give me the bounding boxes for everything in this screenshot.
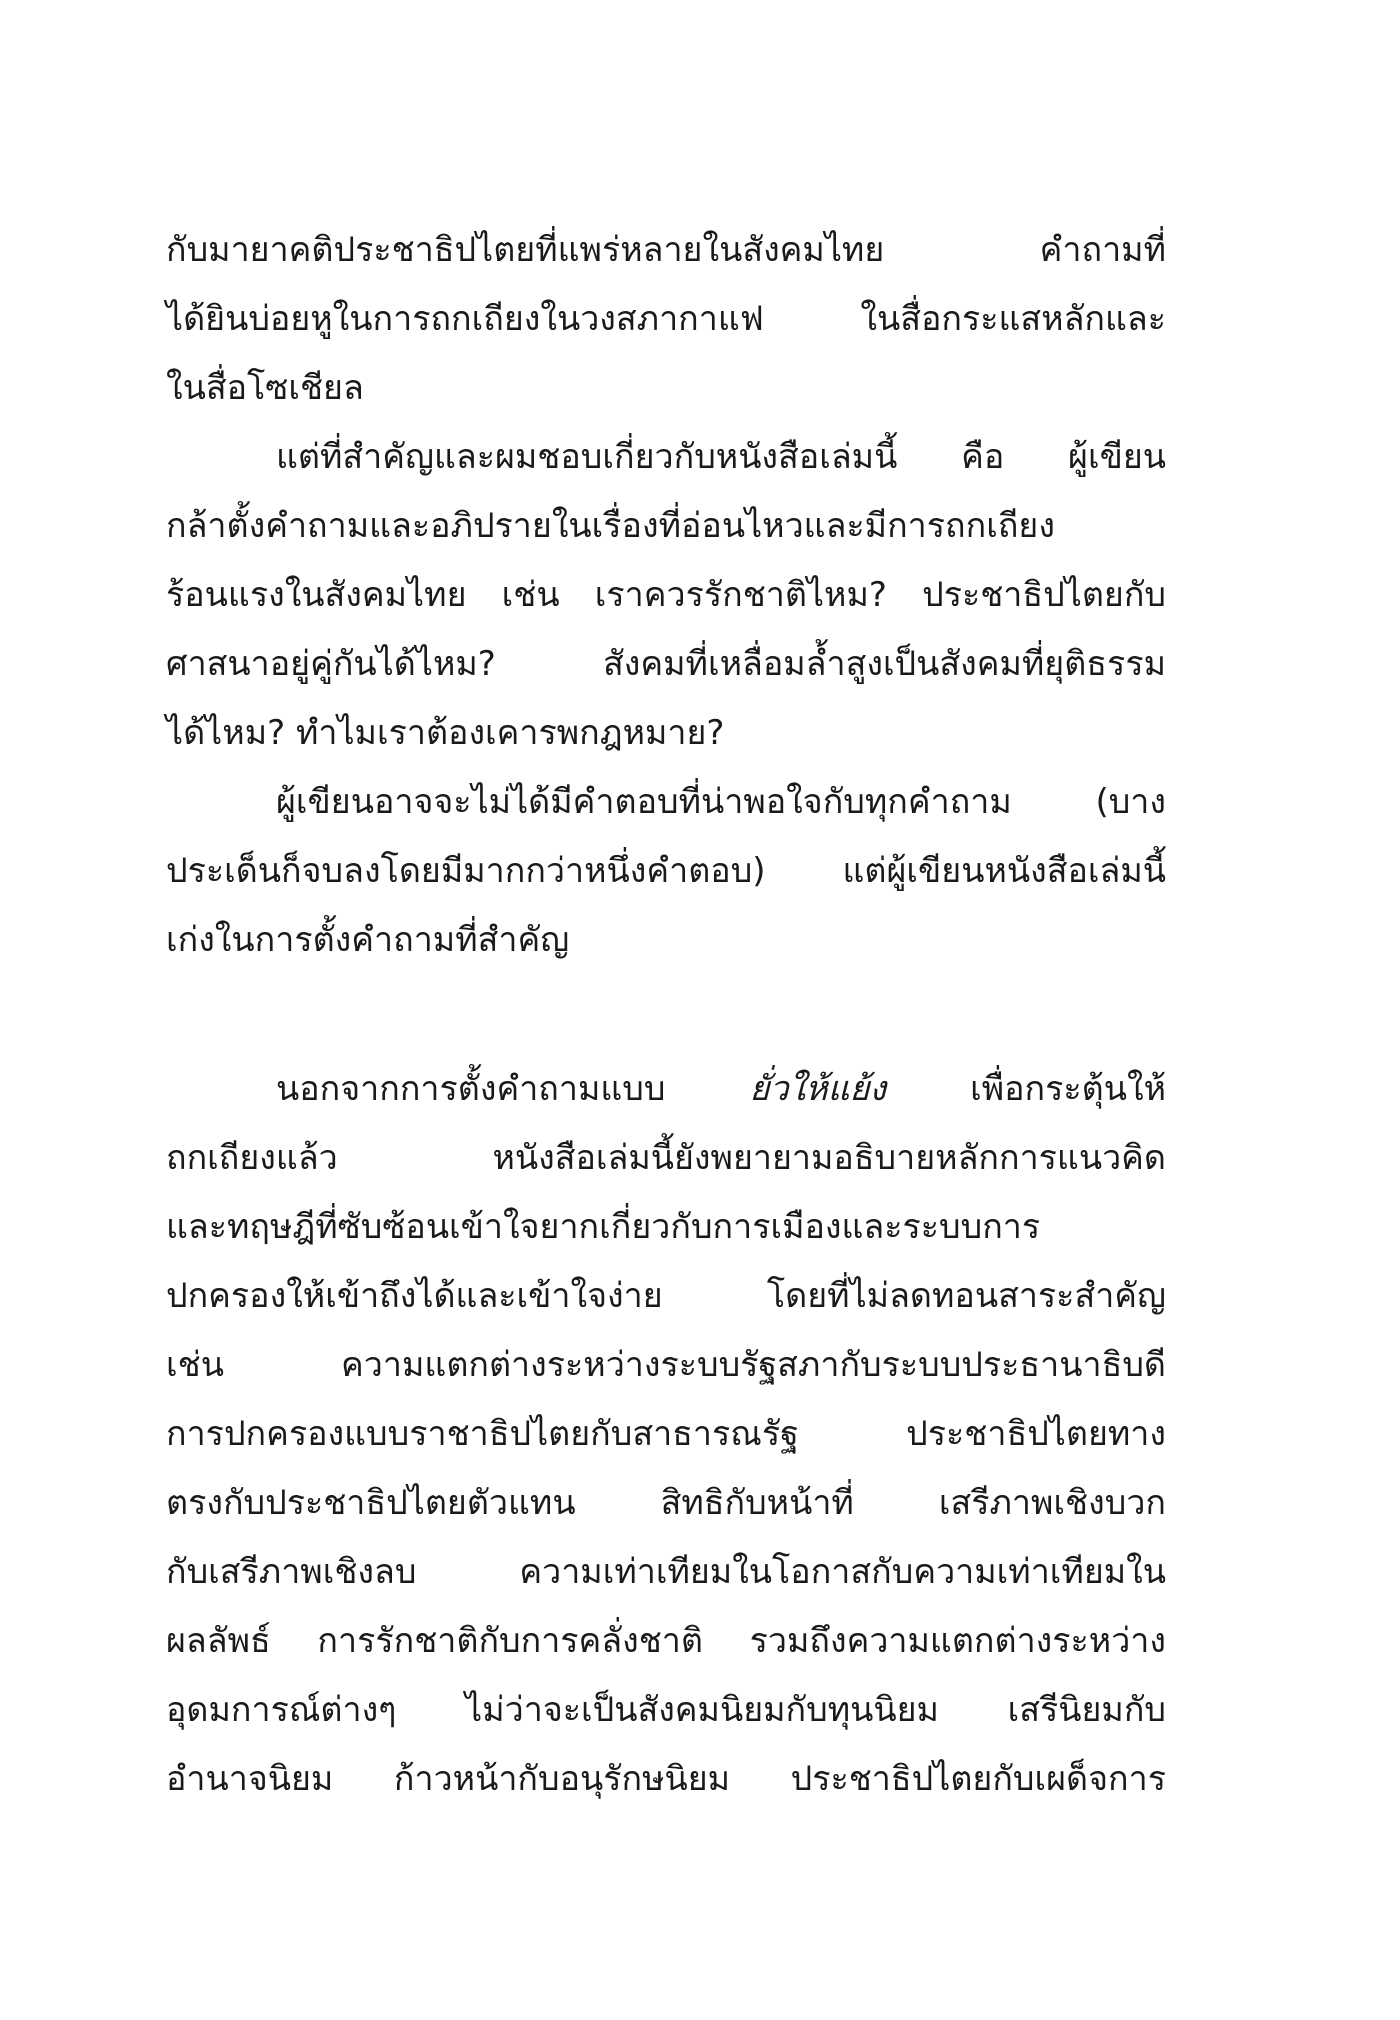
- paragraph-line: เก่งในการตั้งคำถามที่สำคัญ: [166, 920, 570, 960]
- paragraph-line: และทฤษฎีที่ซับซ้อนเข้าใจยากเกี่ยวกับการเมืองและระบบการ: [166, 1207, 1041, 1247]
- text-block-top: [166, 216, 1166, 975]
- paragraph-line: ศาสนาอยู่คู่กันได้ไหม? สังคมที่เหลื่อมล้ำสูงเป็นสังคมที่ยุติธรรม: [166, 644, 1166, 684]
- paragraph-first-line: [166, 1055, 1166, 1124]
- paragraph-line: การปกครองแบบราชาธิปไตยกับสาธารณรัฐ ประชาธิปไตยทาง: [166, 1414, 1166, 1454]
- paragraph-line: เช่น ความแตกต่างระหว่างระบบรัฐสภากับระบบประธานาธิบดี: [166, 1345, 1166, 1385]
- first-line-after: เพื่อกระตุ้นให้: [886, 1069, 1166, 1109]
- paragraph-line: ประเด็นก็จบลงโดยมีมากกว่าหนึ่งคำตอบ) แต่ผู้เขียนหนังสือเล่มนี้: [166, 851, 1166, 891]
- paragraph-line: กับมายาคติประชาธิปไตยที่แพร่หลายในสังคมไทย คำถามที่: [166, 230, 1166, 270]
- paragraph-line: ผลลัพธ์ การรักชาติกับการคลั่งชาติ รวมถึงความแตกต่างระหว่าง: [166, 1621, 1166, 1661]
- first-line-before: นอกจากการตั้งคำถามแบบ: [276, 1069, 750, 1109]
- text-block-bottom: [166, 1055, 1166, 1814]
- paragraph-line: ปกครองให้เข้าถึงได้และเข้าใจง่าย โดยที่ไม่ลดทอนสาระสำคัญ: [166, 1276, 1166, 1316]
- paragraph-line: กับเสรีภาพเชิงลบ ความเท่าเทียมในโอกาสกับความเท่าเทียมใน: [166, 1552, 1166, 1592]
- emphasis-text: ยั่วให้แย้ง: [749, 1069, 887, 1109]
- paragraph-line: แต่ที่สำคัญและผมชอบเกี่ยวกับหนังสือเล่มนี้ คือ ผู้เขียน: [276, 437, 1166, 477]
- paragraph-line: ตรงกับประชาธิปไตยตัวแทน สิทธิกับหน้าที่ เสรีภาพเชิงบวก: [166, 1483, 1166, 1523]
- paragraph-line: กล้าตั้งคำถามและอภิปรายในเรื่องที่อ่อนไหวและมีการถกเถียง: [166, 506, 1055, 546]
- paragraph-line: อำนาจนิยม ก้าวหน้ากับอนุรักษนิยม ประชาธิปไตยกับเผด็จการ: [166, 1759, 1166, 1799]
- paragraph-line: อุดมการณ์ต่างๆ ไม่ว่าจะเป็นสังคมนิยมกับทุนนิยม เสรีนิยมกับ: [166, 1690, 1166, 1730]
- paragraph-line: ได้ยินบ่อยหูในการถกเถียงในวงสภากาแฟ ในสื่อกระแสหลักและ: [166, 299, 1166, 339]
- paragraph-line: ร้อนแรงในสังคมไทย เช่น เราควรรักชาติไหม? ประชาธิปไตยกับ: [166, 575, 1166, 615]
- paragraph-line: ผู้เขียนอาจจะไม่ได้มีคำตอบที่น่าพอใจกับทุกคำถาม (บาง: [276, 782, 1166, 822]
- paragraph-line: ถกเถียงแล้ว หนังสือเล่มนี้ยังพยายามอธิบายหลักการแนวคิด: [166, 1138, 1166, 1178]
- paragraph-line: ในสื่อโซเชียล: [166, 368, 364, 408]
- paragraph-line: ได้ไหม? ทำไมเราต้องเคารพกฎหมาย?: [166, 713, 725, 753]
